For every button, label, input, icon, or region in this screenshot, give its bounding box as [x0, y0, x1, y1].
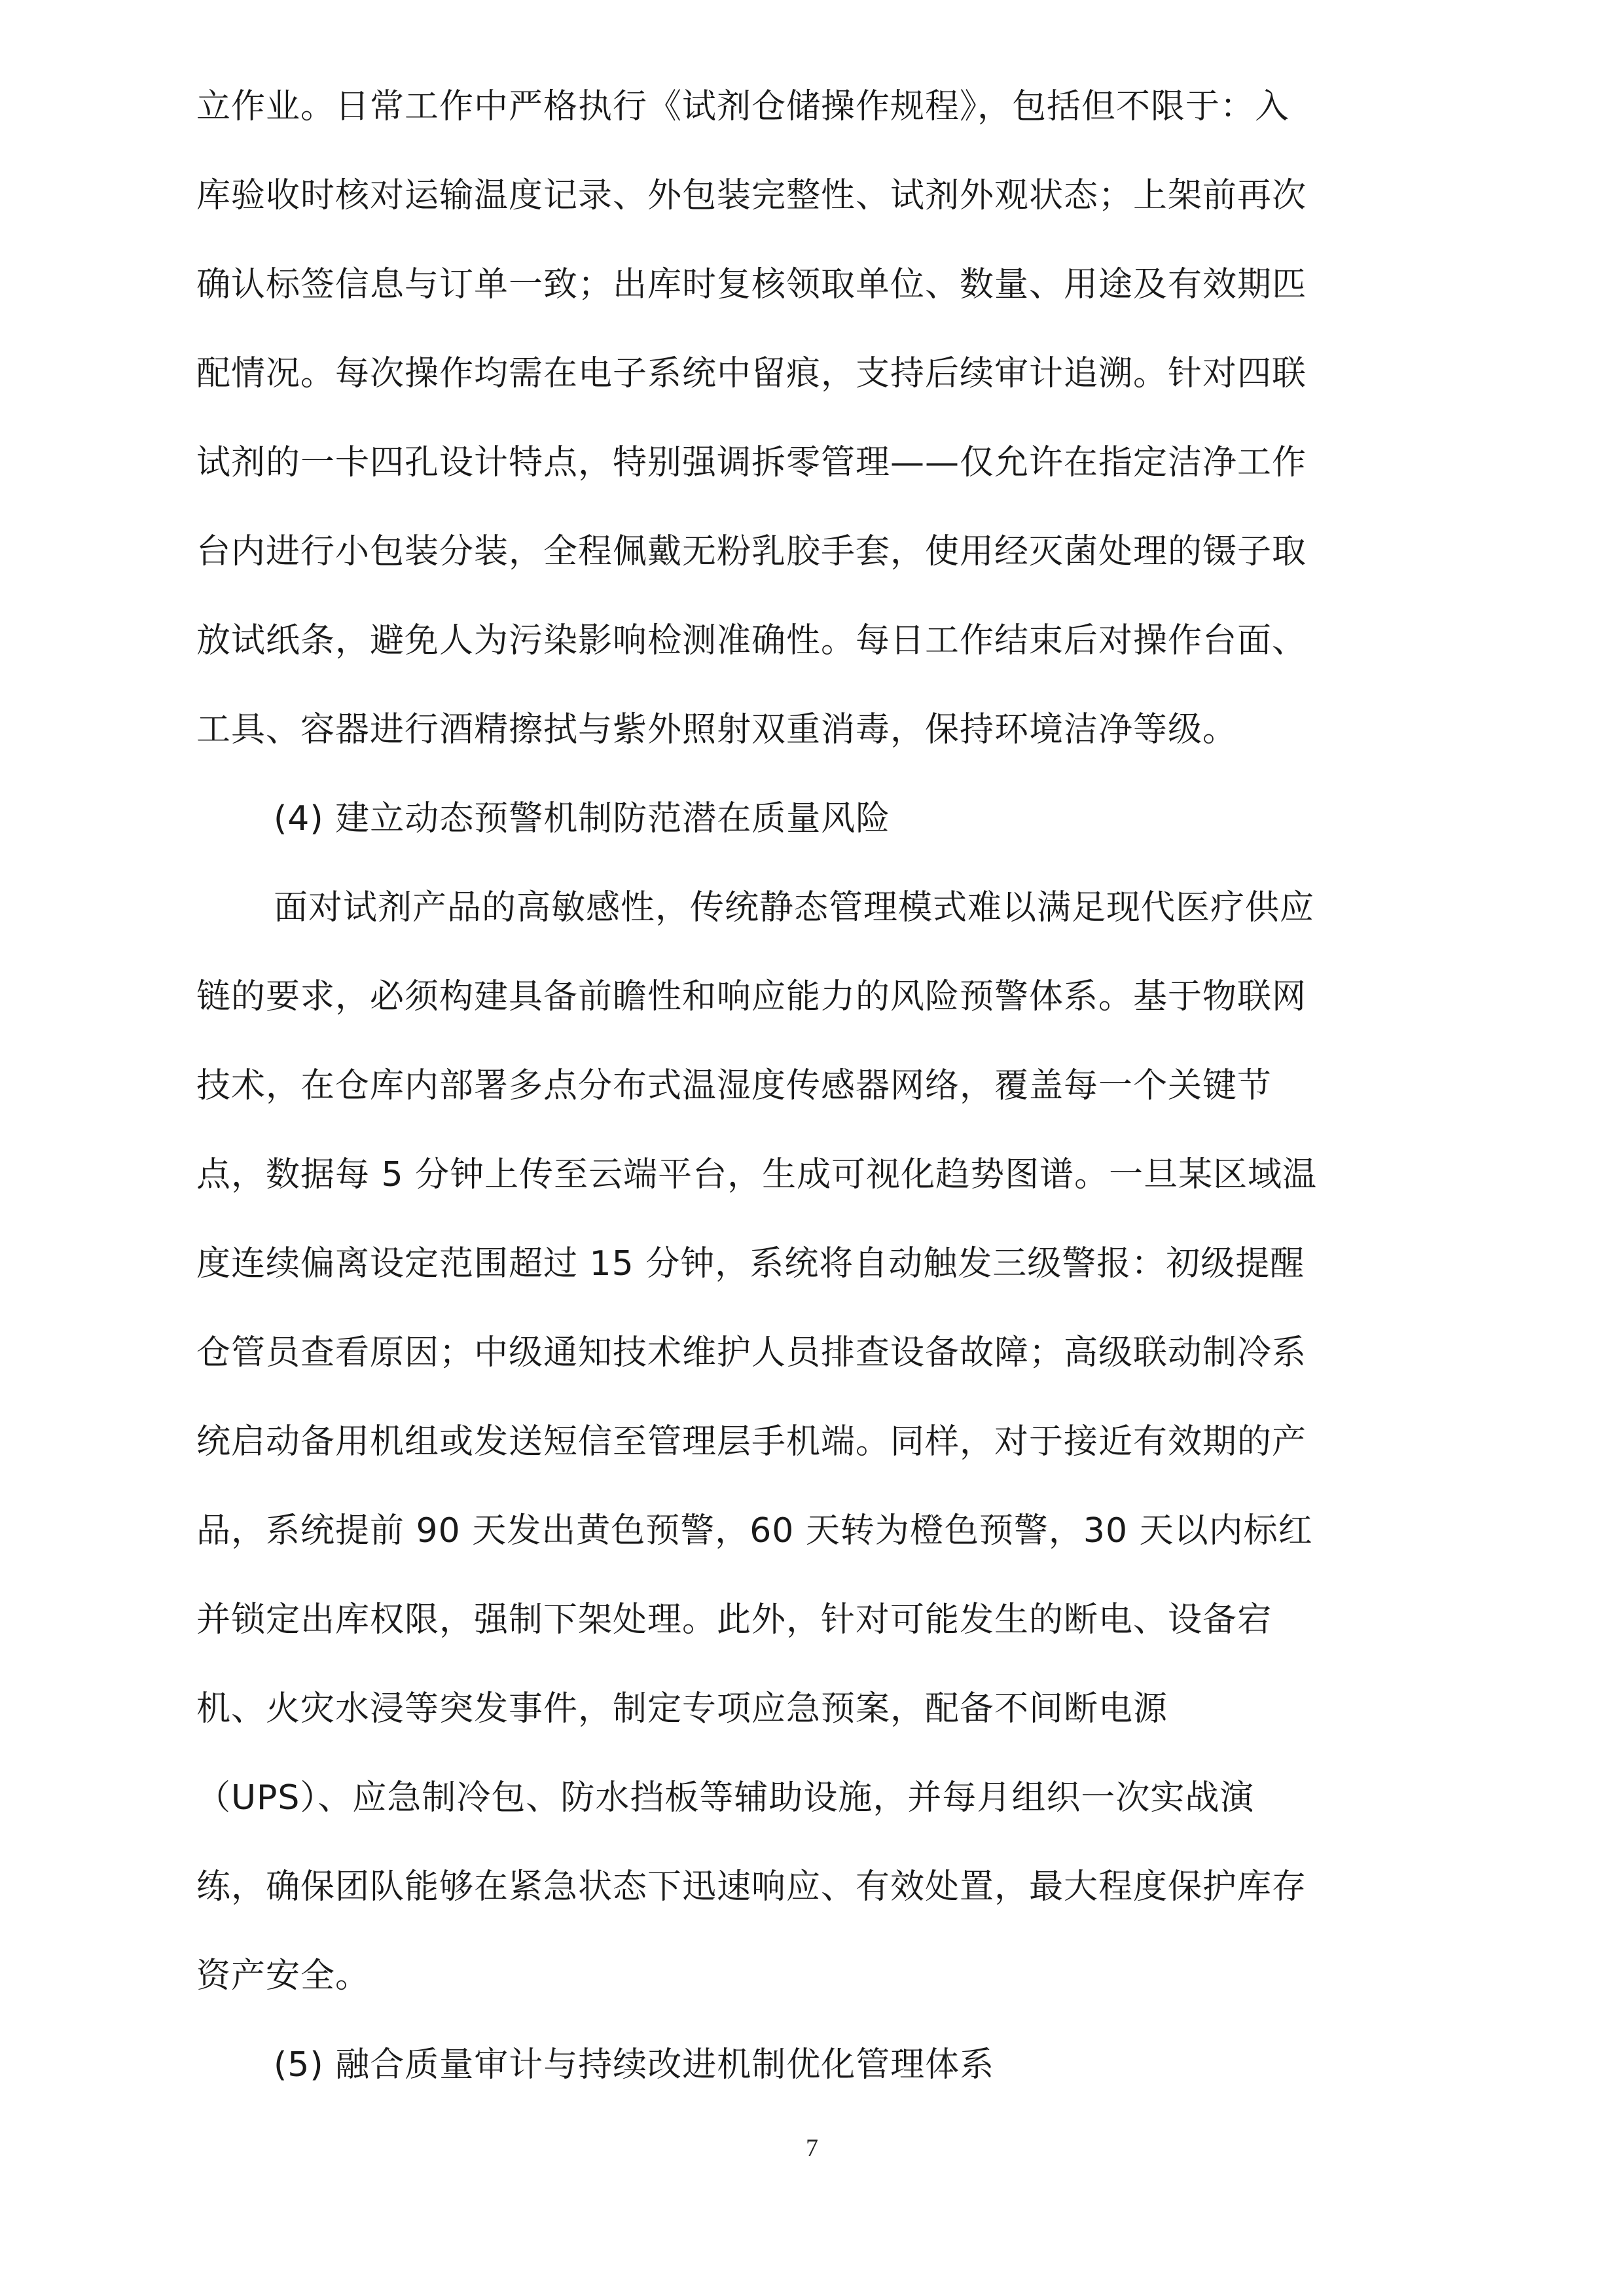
text-line: 点，数据每 5 分钟上传至云端平台，生成可视化趋势图谱。一旦某区域温 — [196, 1155, 1318, 1194]
page-number: 7 — [806, 2134, 818, 2162]
section-heading-4: (4) 建立动态预警机制防范潜在质量风险 — [274, 799, 891, 838]
text-line: 配情况。每次操作均需在电子系统中留痕，支持后续审计追溯。针对四联 — [196, 354, 1307, 393]
document-body — [196, 62, 1427, 2109]
paragraph-continued — [196, 62, 1427, 774]
text-line: 并锁定出库权限，强制下架处理。此外，针对可能发生的断电、设备宕 — [196, 1600, 1272, 1640]
text-line: 机、火灾水浸等突发事件，制定专项应急预案，配备不间断电源 — [196, 1689, 1168, 1729]
paragraph-4 — [196, 863, 1427, 2020]
text-line: 立作业。日常工作中严格执行《试剂仓储操作规程》，包括但不限于：入 — [196, 87, 1290, 126]
text-line: 台内进行小包装分装，全程佩戴无粉乳胶手套，使用经灭菌处理的镊子取 — [196, 532, 1307, 571]
text-line: 放试纸条，避免人为污染影响检测准确性。每日工作结束后对操作台面、 — [196, 621, 1307, 660]
text-line: 资产安全。 — [196, 1956, 370, 1996]
text-line: 确认标签信息与订单一致；出库时复核领取单位、数量、用途及有效期匹 — [196, 265, 1307, 304]
text-line: 库验收时核对运输温度记录、外包装完整性、试剂外观状态；上架前再次 — [196, 176, 1307, 215]
text-line: 仓管员查看原因；中级通知技术维护人员排查设备故障；高级联动制冷系 — [196, 1333, 1307, 1372]
text-line: 度连续偏离设定范围超过 15 分钟，系统将自动触发三级警报：初级提醒 — [196, 1244, 1305, 1283]
text-line: 试剂的一卡四孔设计特点，特别强调拆零管理——仅允许在指定洁净工作 — [196, 443, 1307, 482]
section-heading-5: (5) 融合质量审计与持续改进机制优化管理体系 — [274, 2045, 995, 2085]
text-line: 面对试剂产品的高敏感性，传统静态管理模式难以满足现代医疗供应 — [274, 888, 1315, 927]
text-line: 统启动备用机组或发送短信至管理层手机端。同样，对于接近有效期的产 — [196, 1422, 1307, 1462]
text-line: 练，确保团队能够在紧急状态下迅速响应、有效处置，最大程度保护库存 — [196, 1867, 1307, 1907]
text-line: 品，系统提前 90 天发出黄色预警，60 天转为橙色预警，30 天以内标红 — [196, 1511, 1313, 1551]
text-line: 工具、容器进行酒精擦拭与紫外照射双重消毒，保持环境洁净等级。 — [196, 710, 1238, 749]
text-line: 技术，在仓库内部署多点分布式温湿度传感器网络，覆盖每一个关键节 — [196, 1066, 1272, 1105]
text-line: 链的要求，必须构建具备前瞻性和响应能力的风险预警体系。基于物联网 — [196, 977, 1307, 1016]
text-line: （UPS）、应急制冷包、防水挡板等辅助设施，并每月组织一次实战演 — [196, 1778, 1255, 1818]
